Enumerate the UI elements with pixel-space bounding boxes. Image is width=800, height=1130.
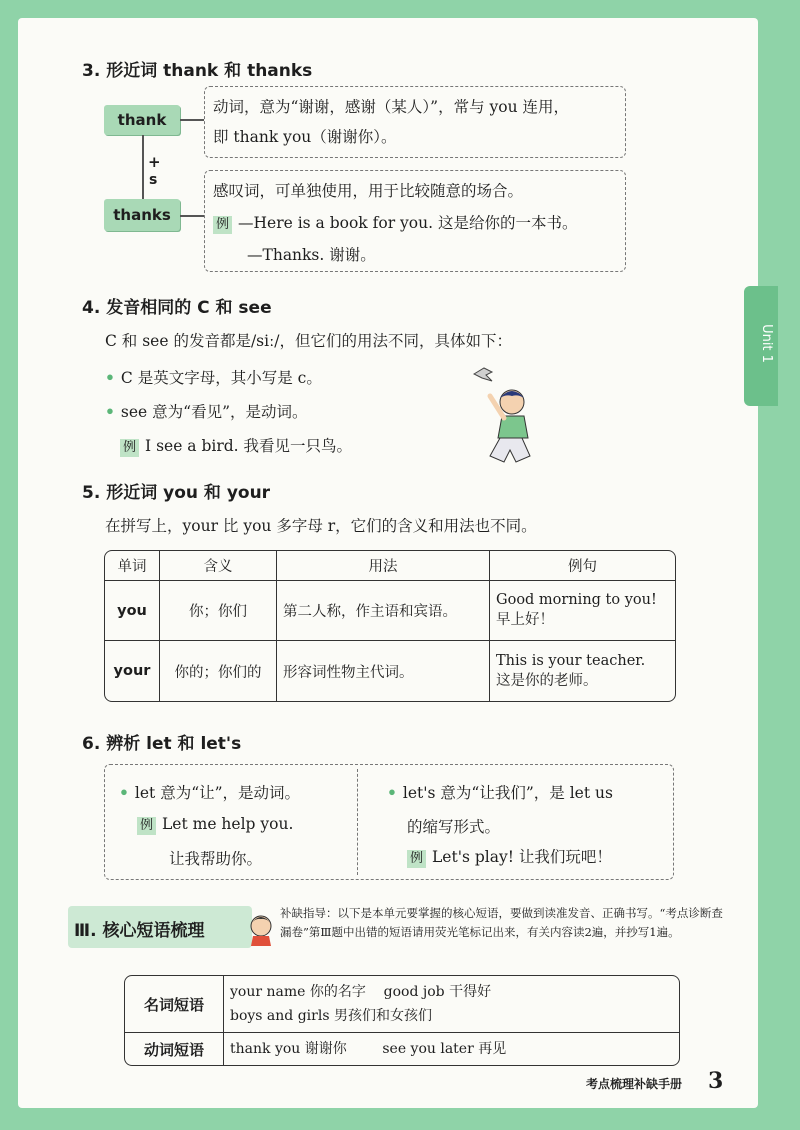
bullet-dot: •: [119, 783, 129, 802]
boy-pointing-at-bird-illustration: [460, 362, 560, 467]
lets-definition-2: 的缩写形式。: [407, 818, 501, 836]
example-tag: 例: [213, 216, 232, 234]
row-usage: 形容词性物主代词。: [277, 641, 490, 701]
vertical-connector: [142, 135, 144, 199]
table-row: [105, 581, 675, 641]
connector-line-2: [180, 215, 204, 217]
word-thanks-tag: thanks: [104, 199, 180, 231]
let-definition: let 意为“让”，是动词。: [134, 784, 301, 802]
row-example-zh: 这是你的老师。: [496, 672, 598, 689]
section-4-example: [120, 434, 352, 457]
section-4-bullet-1: [105, 366, 322, 388]
bullet-dot: •: [105, 368, 115, 387]
page-number: 3: [708, 1068, 724, 1094]
section-6-heading: 6. 辨析 let 和 let's: [82, 734, 242, 754]
thanks-example-line-1: [213, 211, 577, 234]
thanks-example-text-1: —Here is a book for you. 这是给你的一本书。: [238, 214, 578, 232]
section-4-bullet-2: [105, 400, 308, 422]
section-4-intro: C 和 see 的发音都是/siː/，但它们的用法不同，具体如下：: [105, 332, 513, 350]
table-row: [125, 976, 679, 1033]
let-example-en: Let me help you.: [162, 815, 294, 833]
row-example-en: This is your teacher.: [496, 652, 646, 669]
row-example-zh: 早上好！: [496, 612, 554, 628]
thank-definition-line-2: 即 thank you（谢谢你）。: [213, 128, 397, 146]
row-meaning: 你的；你们的: [160, 641, 277, 701]
bullet-1-text: C 是英文字母，其小写是 c。: [120, 369, 322, 387]
section-5-heading: 5. 形近词 you 和 your: [82, 483, 271, 503]
section-iii-banner: [68, 906, 252, 948]
bullet-dot: •: [387, 783, 397, 802]
girl-mascot-icon: [246, 912, 276, 946]
noun-phrase-label: 名词短语: [125, 976, 224, 1033]
lets-definition-1: let's 意为“让我们”，是 let us: [402, 784, 613, 802]
section-4-example-text: I see a bird. 我看见一只鸟。: [145, 437, 353, 455]
plus-sign: +: [148, 153, 161, 171]
row-usage: 第二人称，作主语和宾语。: [277, 581, 490, 641]
row-word: you: [105, 581, 160, 641]
section-iii-title: Ⅲ. 核心短语梳理: [74, 921, 205, 941]
unit-tab[interactable]: [744, 286, 778, 406]
section-3-heading: 3. 形近词 thank 和 thanks: [82, 61, 313, 81]
thank-definition-line-1: 动词，意为“谢谢，感谢（某人）”，常与 you 连用，: [213, 98, 570, 116]
let-example-zh: 让我帮助你。: [169, 850, 263, 868]
header-usage: 用法: [277, 551, 490, 581]
header-example: 例句: [490, 551, 675, 581]
section-iii-note: 补缺指导：以下是本单元要掌握的核心短语，要做到读准发音、正确书写。“考点诊断查漏卷”第Ⅲ题中出错的短语请用荧光笔标记出来，有关内容读2遍，并抄写1遍。: [280, 906, 723, 939]
let-lets-box: [104, 764, 674, 880]
word-thank-tag: thank: [104, 105, 180, 135]
row-word: your: [105, 641, 160, 701]
you-your-table: [104, 550, 676, 702]
thank-definition-box: [204, 86, 626, 158]
section-4-heading: 4. 发音相同的 C 和 see: [82, 298, 272, 318]
example-tag: 例: [137, 817, 156, 835]
verb-phrase-label: 动词短语: [125, 1033, 224, 1065]
divider: [357, 769, 358, 875]
section-5-intro: 在拼写上，your 比 you 多字母 r，它们的含义和用法也不同。: [105, 517, 537, 535]
noun-phrases: [224, 976, 679, 1033]
bullet-2-text: see 意为“看见”，是动词。: [120, 403, 308, 421]
row-meaning: 你；你们: [160, 581, 277, 641]
row-example: [490, 641, 675, 701]
bullet-dot: •: [105, 402, 115, 421]
table-row: [105, 641, 675, 701]
phrase-table: [124, 975, 680, 1066]
thanks-example-line-2: —Thanks. 谢谢。: [247, 246, 376, 264]
example-tag: 例: [120, 439, 139, 457]
connector-line-1: [180, 119, 204, 121]
footer-book-title: 考点梳理补缺手册: [586, 1077, 683, 1091]
verb-phrases: thank you 谢谢你 see you later 再见: [230, 1041, 507, 1057]
header-word: 单词: [105, 551, 160, 581]
row-example-en: Good morning to you!: [496, 592, 657, 608]
lets-example: Let's play! 让我们玩吧！: [432, 848, 612, 866]
header-meaning: 含义: [160, 551, 277, 581]
thanks-definition-box: [204, 170, 626, 272]
table-row: [125, 1033, 679, 1065]
row-example: [490, 581, 675, 641]
unit-tab-label: Unit 1: [758, 324, 774, 363]
noun-phrases-line-2: boys and girls 男孩们和女孩们: [230, 1008, 432, 1024]
bird-icon: [474, 368, 492, 381]
example-tag: 例: [407, 850, 426, 868]
plus-s-letter: s: [149, 172, 158, 188]
thanks-definition-line-1: 感叹词，可单独使用，用于比较随意的场合。: [213, 182, 524, 200]
noun-phrases-line-1: your name 你的名字 good job 干得好: [230, 984, 492, 1000]
